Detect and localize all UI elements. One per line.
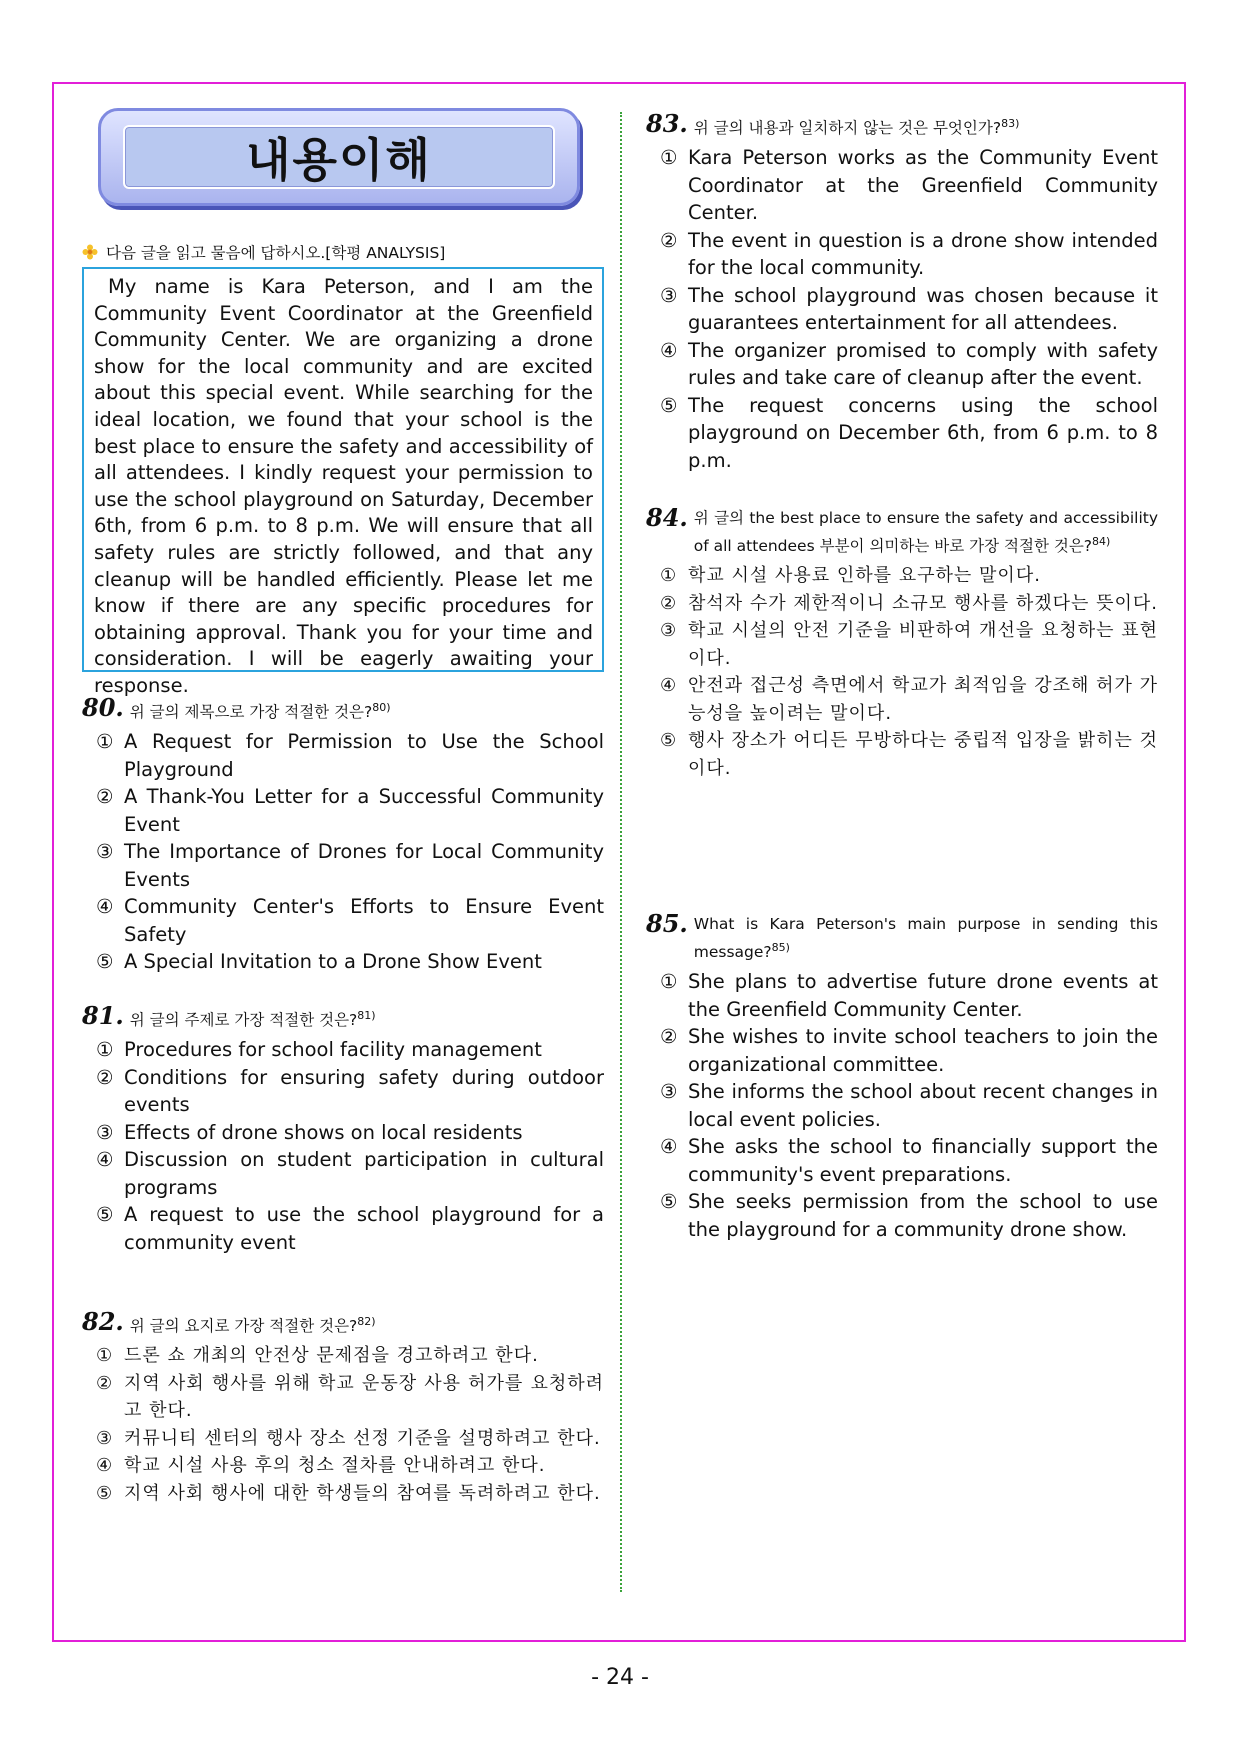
option-text: 지역 사회 행사에 대한 학생들의 참여를 독려하려고 한다.: [124, 1482, 601, 1504]
section-title-inner: [123, 125, 555, 189]
option-text: Effects of drone shows on local residents: [124, 1120, 523, 1144]
question-84-header: [646, 503, 1158, 558]
option-text: 안전과 접근성 측면에서 학교가 최적임을 강조해 허가 가능성을 높이려는 말이다.: [688, 675, 1158, 724]
option-marker: ④: [660, 1135, 678, 1159]
page-number: - 24 -: [591, 1665, 649, 1690]
option[interactable]: [82, 838, 604, 893]
option-text: A Special Invitation to a Drone Show Event: [124, 950, 542, 974]
option-marker: ⑤: [96, 1482, 114, 1504]
option-marker: ③: [660, 1080, 678, 1104]
option[interactable]: [82, 1480, 604, 1508]
option-text: Discussion on student participation in cultural programs: [124, 1148, 604, 1199]
option[interactable]: [82, 1036, 604, 1064]
option-text: Kara Peterson works as the Community Event Coordinator at the Greenfield Community Center.: [688, 146, 1158, 225]
option[interactable]: [646, 562, 1158, 590]
question-80-header: [82, 693, 604, 724]
option-text: 드론 쇼 개최의 안전상 문제점을 경고하려고 한다.: [124, 1345, 539, 1367]
option-marker: ⑤: [660, 730, 678, 752]
option[interactable]: [646, 282, 1158, 337]
option[interactable]: [646, 727, 1158, 782]
question-85-prompt: [694, 912, 1158, 964]
option[interactable]: [646, 1023, 1158, 1078]
option[interactable]: [82, 1119, 604, 1147]
option-text: The school playground was chosen because it guarantees entertainment for all attendees.: [688, 283, 1158, 335]
option-text: She plans to advertise future drone events at the Greenfield Community Center.: [688, 970, 1158, 1021]
question-83-number: 83.: [646, 109, 688, 138]
option[interactable]: [646, 672, 1158, 727]
question-81-prompt: [130, 1004, 376, 1032]
question-85: [646, 909, 1158, 1243]
option-marker: ②: [660, 1025, 678, 1049]
option[interactable]: [646, 337, 1158, 392]
question-83-header: [646, 109, 1158, 140]
question-82-header: [82, 1307, 604, 1338]
question-82-number: 82.: [82, 1307, 124, 1336]
option-text: 학교 시설의 안전 기준을 비판하여 개선을 요청하는 표현이다.: [688, 620, 1158, 669]
question-85-footnote: 85): [771, 941, 790, 954]
question-81-header: [82, 1001, 604, 1032]
option-marker: ①: [660, 565, 678, 587]
question-85-number: 85.: [646, 909, 688, 938]
option-marker: ④: [660, 675, 678, 697]
option-text: She informs the school about recent changes in local event policies.: [688, 1080, 1158, 1131]
option[interactable]: [646, 392, 1158, 475]
option-marker: ⑤: [96, 950, 114, 974]
flower-icon: [82, 244, 98, 260]
option-text: The Importance of Drones for Local Community Events: [124, 840, 604, 891]
option-marker: ③: [660, 283, 678, 307]
section-title: 내용이해: [246, 133, 432, 187]
option-text: 참석자 수가 제한적이니 소규모 행사를 하겠다는 뜻이다.: [688, 592, 1158, 614]
question-83-prompt: [694, 112, 1020, 140]
option-text: Procedures for school facility management: [124, 1038, 542, 1062]
option-marker: ⑤: [660, 1190, 678, 1214]
option-text: 지역 사회 행사를 위해 학교 운동장 사용 허가를 요청하려고 한다.: [124, 1372, 604, 1422]
option[interactable]: [646, 617, 1158, 672]
option[interactable]: [646, 1188, 1158, 1243]
question-84: [646, 503, 1158, 782]
question-83-footnote: 83): [1001, 117, 1020, 130]
option-marker: ①: [96, 730, 114, 754]
option[interactable]: [646, 144, 1158, 227]
option[interactable]: [82, 893, 604, 948]
option-text: Conditions for ensuring safety during outdoor events: [124, 1065, 604, 1117]
option-marker: ①: [96, 1038, 114, 1062]
question-80-prompt-text: 위 글의 제목으로 가장 적절한 것은?: [129, 703, 373, 722]
option[interactable]: [82, 1452, 604, 1480]
question-84-prompt-text: 위 글의 the best place to ensure the safety and accessibility of all attendees 부분이 의미하는 바로 가장 적절한 것은?: [693, 509, 1158, 556]
option-text: A Thank-You Letter for a Successful Community Event: [124, 785, 604, 836]
option-marker: ⑤: [660, 393, 678, 417]
question-85-prompt-text: What is Kara Peterson's main purpose in sending this message?: [693, 915, 1158, 962]
option[interactable]: [82, 1425, 604, 1453]
option-marker: ②: [96, 1372, 114, 1394]
option[interactable]: [82, 1146, 604, 1201]
option-marker: ③: [96, 840, 114, 864]
option[interactable]: [82, 1342, 604, 1370]
option[interactable]: [646, 590, 1158, 618]
question-80-prompt: [130, 696, 391, 724]
option-text: She wishes to invite school teachers to join the organizational committee.: [688, 1025, 1158, 1076]
question-84-number: 84.: [646, 503, 688, 532]
question-84-prompt: [694, 506, 1158, 558]
option-text: 행사 장소가 어디든 무방하다는 중립적 입장을 밝히는 것이다.: [688, 730, 1158, 779]
question-81-footnote: 81): [357, 1009, 376, 1022]
option-text: A request to use the school playground for a community event: [124, 1203, 604, 1254]
reading-passage: [82, 267, 604, 697]
question-82-footnote: 82): [357, 1315, 376, 1328]
question-82-prompt: [130, 1310, 376, 1338]
section-title-banner: [98, 108, 580, 206]
option[interactable]: [646, 1078, 1158, 1133]
question-81: [82, 1001, 604, 1256]
option-marker: ②: [96, 1065, 114, 1089]
option-marker: ③: [96, 1427, 114, 1449]
option-text: Community Center's Efforts to Ensure Event Safety: [124, 895, 604, 946]
option-marker: ②: [660, 592, 678, 614]
option[interactable]: [82, 728, 604, 783]
passage-text: My name is Kara Peterson, and I am the Community Event Coordinator at the Greenfield Community Center. We are organizing a drone show for the local community and are excited about this special event. While searching for the ideal location, we found that your school is the best place to ensure the safety and accessibility of all attendees. I kindly request your permission to use the school playground on Saturday, December 6th, from 6 p.m. to 8 p.m. We will ensure that all safety rules are strictly followed, and that any cleanup will be handled efficiently. Please let me know if there are any specific procedures for obtaining approval. Thank you for your time and consideration. I will be eagerly awaiting your response.: [94, 275, 593, 697]
option-text: The event in question is a drone show intended for the local community.: [688, 228, 1158, 280]
question-82: [82, 1307, 604, 1507]
option-text: A Request for Permission to Use the School Playground: [124, 730, 604, 781]
option-marker: ④: [660, 338, 678, 362]
question-82-prompt-text: 위 글의 요지로 가장 적절한 것은?: [129, 1317, 358, 1336]
instruction-text: 다음 글을 읽고 물음에 답하시오.[학평 ANALYSIS]: [106, 244, 446, 262]
option-marker: ①: [660, 146, 678, 170]
option-text: 학교 시설 사용 후의 청소 절차를 안내하려고 한다.: [124, 1455, 546, 1477]
option-text: She asks the school to financially support the community's event preparations.: [688, 1135, 1158, 1186]
question-83: [646, 109, 1158, 474]
question-81-prompt-text: 위 글의 주제로 가장 적절한 것은?: [129, 1011, 358, 1030]
question-80-number: 80.: [82, 693, 124, 722]
option-marker: ②: [660, 228, 678, 252]
question-83-prompt-text: 위 글의 내용과 일치하지 않는 것은 무엇인가?: [693, 119, 1002, 138]
instruction: [82, 241, 445, 263]
option[interactable]: [82, 783, 604, 838]
option[interactable]: [646, 227, 1158, 282]
option-marker: ①: [660, 970, 678, 994]
option-marker: ⑤: [96, 1203, 114, 1227]
option-marker: ②: [96, 785, 114, 809]
question-80-footnote: 80): [372, 701, 391, 714]
option-marker: ①: [96, 1345, 114, 1367]
option-marker: ③: [660, 620, 678, 642]
option-marker: ④: [96, 895, 114, 919]
option-text: She seeks permission from the school to use the playground for a community drone show.: [688, 1190, 1158, 1241]
question-81-number: 81.: [82, 1001, 124, 1030]
option-text: 학교 시설 사용료 인하를 요구하는 말이다.: [688, 565, 1041, 587]
option[interactable]: [82, 1370, 604, 1425]
option[interactable]: [82, 1064, 604, 1119]
option-marker: ③: [96, 1120, 114, 1144]
question-85-header: [646, 909, 1158, 964]
option-text: 커뮤니티 센터의 행사 장소 선정 기준을 설명하려고 한다.: [124, 1427, 601, 1449]
option-marker: ④: [96, 1148, 114, 1172]
option-marker: ④: [96, 1455, 114, 1477]
column-divider: [620, 112, 622, 1592]
option-text: The request concerns using the school playground on December 6th, from 6 p.m. to 8 p.m.: [688, 393, 1158, 472]
option[interactable]: [82, 1201, 604, 1256]
question-80: [82, 693, 604, 976]
option-text: The organizer promised to comply with safety rules and take care of cleanup after the event.: [688, 338, 1158, 390]
option[interactable]: [646, 968, 1158, 1023]
question-84-footnote: 84): [1092, 535, 1111, 548]
option[interactable]: [82, 948, 604, 976]
option[interactable]: [646, 1133, 1158, 1188]
